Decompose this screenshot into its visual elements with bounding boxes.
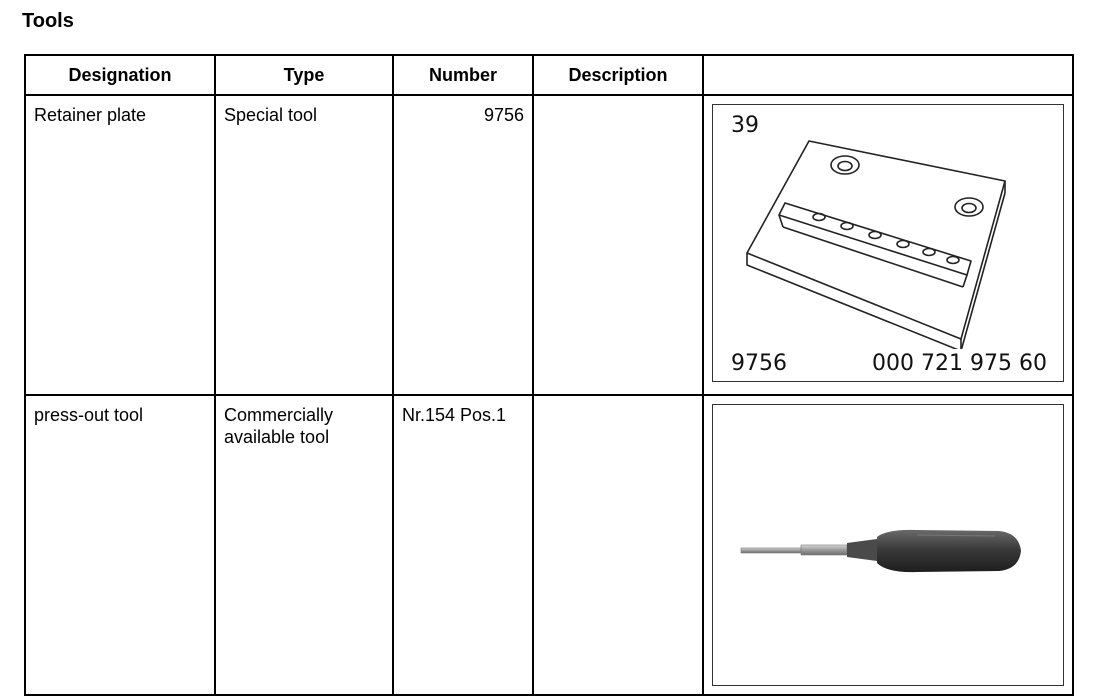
page-title: Tools — [22, 10, 74, 32]
cell-description — [533, 395, 703, 695]
retainer-plate-image — [712, 104, 1064, 382]
table-row — [25, 395, 1073, 695]
cell-type: Special tool — [215, 95, 393, 395]
cell-type: Commercially available tool — [215, 395, 393, 695]
table-header-row — [25, 55, 1073, 95]
table-row — [25, 95, 1073, 395]
retainer-plate-icon — [723, 119, 1043, 349]
cell-designation: Retainer plate — [25, 95, 215, 395]
image-tool-number-label: 9756 — [731, 351, 787, 376]
cell-image — [703, 95, 1073, 395]
image-index-label: 39 — [731, 113, 759, 138]
header-designation: Designation — [25, 55, 215, 95]
screwdriver-icon — [737, 521, 1037, 581]
header-description: Description — [533, 55, 703, 95]
cell-number: 9756 — [393, 95, 533, 395]
cell-description — [533, 95, 703, 395]
cell-number: Nr.154 Pos.1 — [393, 395, 533, 695]
screwdriver-image — [712, 404, 1064, 686]
cell-image — [703, 395, 1073, 695]
cell-designation: press-out tool — [25, 395, 215, 695]
image-part-number-label: 000 721 975 60 — [872, 351, 1047, 376]
header-number: Number — [393, 55, 533, 95]
header-type: Type — [215, 55, 393, 95]
tools-table — [24, 54, 1074, 696]
header-image — [703, 55, 1073, 95]
